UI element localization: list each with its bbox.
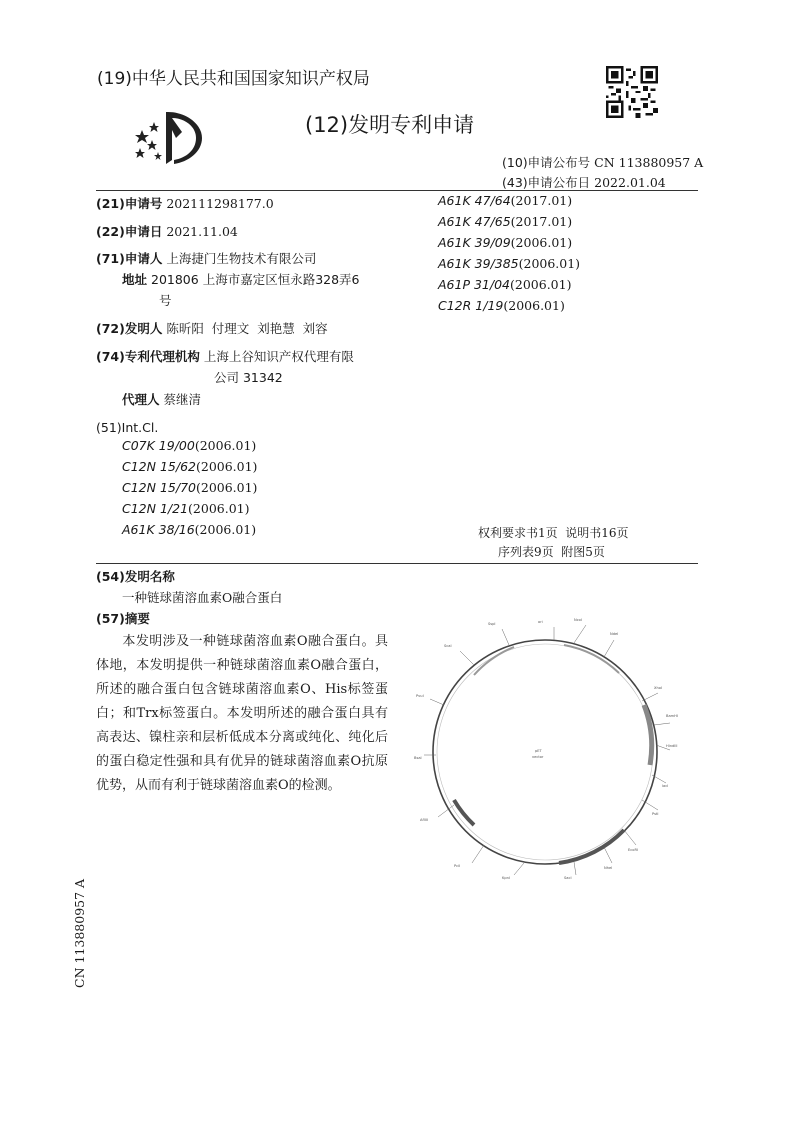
svg-text:HindIII: HindIII xyxy=(666,744,678,748)
svg-text:ScaI: ScaI xyxy=(444,644,452,648)
ipc-item: C12N 1/21(2006.01) xyxy=(122,501,250,516)
svg-text:lacI: lacI xyxy=(662,784,669,788)
svg-text:AflIII: AflIII xyxy=(420,818,428,822)
svg-text:BamHI: BamHI xyxy=(666,714,678,718)
agency-row xyxy=(96,346,354,367)
ipc-item: A61K 39/09(2006.01) xyxy=(438,235,573,250)
svg-text:KpnI: KpnI xyxy=(502,876,510,880)
pub-number: CN 113880957 A xyxy=(594,155,704,170)
address-line1: 201806 上海市嘉定区恒永路328弄6 xyxy=(151,272,360,287)
svg-text:PstI: PstI xyxy=(652,812,659,816)
svg-text:PciI: PciI xyxy=(454,864,461,868)
application-number-row xyxy=(96,193,274,214)
cnipa-logo xyxy=(128,108,208,168)
applicant-row xyxy=(96,248,316,269)
agent-label: 代理人 xyxy=(122,392,160,407)
address-row xyxy=(122,269,360,290)
ipc-item: A61K 39/385(2006.01) xyxy=(438,256,581,271)
page-counts-line2: 序列表9页 附图5页 xyxy=(498,545,605,559)
publication-number-row xyxy=(502,153,703,171)
pub-date-label: (43)申请公布日 xyxy=(502,175,591,190)
agent: 蔡继清 xyxy=(163,392,202,407)
side-publication-number: CN 113880957 A xyxy=(72,878,87,988)
address-label: 地址 xyxy=(122,272,148,287)
svg-text:NheI: NheI xyxy=(604,866,613,870)
application-date-row xyxy=(96,221,238,242)
applicant: 上海捷门生物技术有限公司 xyxy=(166,251,317,266)
ipc-item: A61K 47/64(2017.01) xyxy=(438,193,573,208)
app-date: 2021.11.04 xyxy=(166,224,238,239)
svg-text:XhoI: XhoI xyxy=(654,686,662,690)
applicant-label: (71)申请人 xyxy=(96,251,163,266)
abstract-label: (57)摘要 xyxy=(96,611,150,626)
agency-label: (74)专利代理机构 xyxy=(96,349,200,364)
ipc-list-left xyxy=(122,438,257,543)
office-name: (19)中华人民共和国国家知识产权局 xyxy=(97,69,370,89)
section-divider xyxy=(96,563,698,564)
int-cl-label: (51)Int.Cl. xyxy=(96,420,159,435)
app-no-label: (21)申请号 xyxy=(96,196,163,211)
inventors: 陈昕阳 付理文 刘艳慧 刘容 xyxy=(166,321,328,336)
inventor-label: (72)发明人 xyxy=(96,321,163,336)
svg-text:EcoRI: EcoRI xyxy=(628,848,639,852)
invention-title: 一种链球菌溶血素O融合蛋白 xyxy=(122,590,283,605)
abstract-text: 本发明涉及一种链球菌溶血素O融合蛋白。具体地，本发明提供一种链球菌溶血素O融合蛋白，所述的融合蛋白包含链球菌溶血素O、His标签蛋白；和Trx标签蛋白。本发明所述的融合蛋白具有高表达、镍柱亲和层析低成本分离或纯化、纯化后的蛋白稳定性强和具有优异的链球菌溶血素O抗原优势，从而有利于链球菌溶血素O的检测。 xyxy=(96,634,388,793)
svg-text:SspI: SspI xyxy=(488,622,496,626)
ipc-list-right xyxy=(438,193,580,319)
plasmid-map-figure xyxy=(414,605,676,883)
svg-text:PvuI: PvuI xyxy=(416,694,424,698)
qr-code xyxy=(606,66,658,118)
app-date-label: (22)申请日 xyxy=(96,224,163,239)
svg-text:ori: ori xyxy=(538,620,543,624)
ipc-item: C12R 1/19(2006.01) xyxy=(438,298,565,313)
document-type: (12)发明专利申请 xyxy=(305,113,475,137)
svg-text:SacI: SacI xyxy=(564,876,572,880)
page-counts-line1: 权利要求书1页 说明书16页 xyxy=(478,526,629,540)
ipc-item: C12N 15/70(2006.01) xyxy=(122,480,258,495)
pub-number-label: (10)申请公布号 xyxy=(502,155,591,170)
ipc-item: C12N 15/62(2006.01) xyxy=(122,459,258,474)
address-line2: 号 xyxy=(159,293,172,308)
publication-date-row xyxy=(502,173,666,191)
agent-row xyxy=(122,389,201,410)
ipc-item: A61K 47/65(2017.01) xyxy=(438,214,573,229)
ipc-item: A61P 31/04(2006.01) xyxy=(438,277,572,292)
title-label: (54)发明名称 xyxy=(96,569,175,584)
pub-date: 2022.01.04 xyxy=(594,175,666,190)
svg-text:pET: pET xyxy=(535,749,542,753)
svg-text:NcoI: NcoI xyxy=(574,618,582,622)
svg-text:vector: vector xyxy=(532,755,544,759)
header-divider xyxy=(96,190,698,191)
ipc-item: A61K 38/16(2006.01) xyxy=(122,522,257,537)
agency-line2: 公司 31342 xyxy=(214,370,283,385)
ipc-item: C07K 19/00(2006.01) xyxy=(122,438,257,453)
app-no: 202111298177.0 xyxy=(166,196,274,211)
svg-text:NdeI: NdeI xyxy=(610,632,619,636)
agency-line1: 上海上谷知识产权代理有限 xyxy=(203,349,354,364)
svg-text:BsaI: BsaI xyxy=(414,756,422,760)
inventor-row xyxy=(96,318,328,339)
